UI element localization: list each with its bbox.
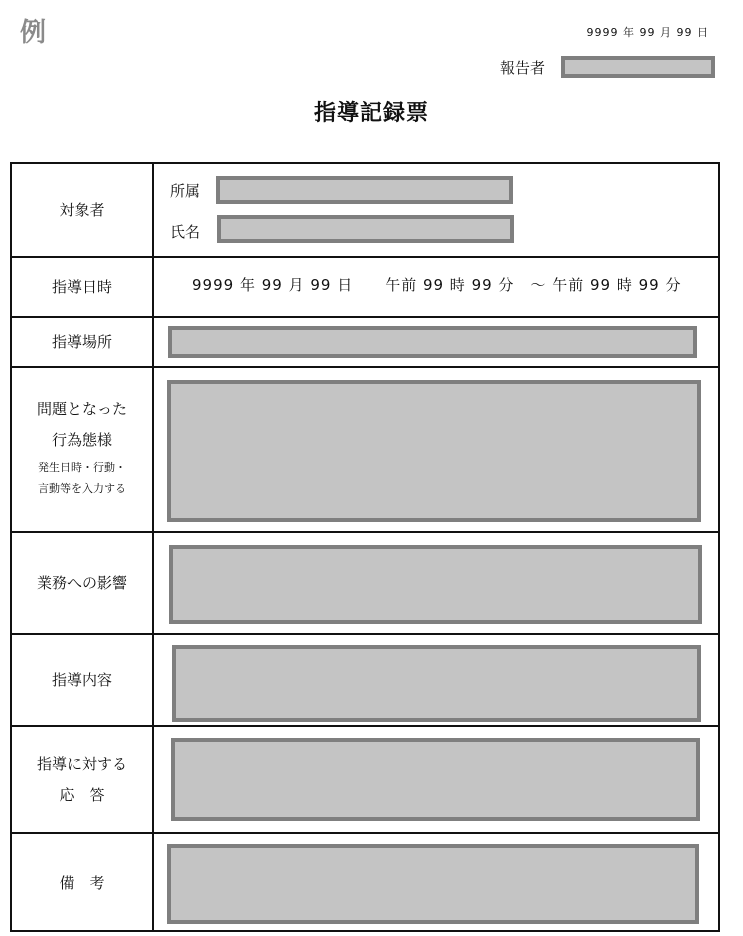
- remarks-label: [12, 834, 152, 932]
- problem-behavior-label-line2: 行為態様: [51, 430, 112, 449]
- problem-behavior-label-line1: 問題となった: [36, 400, 127, 419]
- problem-behavior-input[interactable]: [167, 380, 701, 522]
- guidance-content-label-text: 指導内容: [51, 670, 112, 689]
- business-impact-label-text: 業務への影響: [36, 573, 127, 592]
- report-date: 9999 年 99 月 99 日: [586, 26, 709, 39]
- remarks-input[interactable]: [167, 844, 699, 924]
- business-impact-input[interactable]: [169, 545, 702, 624]
- page-title: 指導記録票: [313, 101, 429, 126]
- affiliation-label: 所属: [170, 182, 201, 200]
- reporter-input[interactable]: [561, 56, 715, 78]
- problem-behavior-note-line1: 発生日時・行動・: [38, 460, 126, 474]
- guidance-datetime-label: [12, 258, 152, 316]
- guidance-place-label-text: 指導場所: [51, 332, 112, 351]
- guidance-content-label: [12, 635, 152, 725]
- guidance-datetime-value: 9999 年 99 月 99 日 午前 99 時 99 分 ～ 午前 99 時 99 分: [192, 276, 682, 294]
- name-input[interactable]: [217, 215, 514, 243]
- guidance-place-label: [12, 318, 152, 366]
- problem-behavior-note-line2: 言動等を入力する: [38, 481, 126, 495]
- column-divider: [152, 164, 154, 930]
- guidance-record-form: [10, 162, 720, 932]
- problem-behavior-note: [38, 458, 126, 500]
- target-person-label: [12, 164, 152, 256]
- guidance-response-label-line1: 指導に対する: [36, 755, 127, 774]
- name-label: 氏名: [170, 223, 201, 241]
- guidance-response-label-line2: 応 答: [59, 785, 105, 804]
- business-impact-label: [12, 533, 152, 633]
- guidance-content-input[interactable]: [172, 645, 701, 722]
- guidance-place-input[interactable]: [168, 326, 697, 358]
- remarks-label-text: 備 考: [59, 873, 105, 892]
- reporter-label: 報告者: [500, 59, 546, 77]
- guidance-response-input[interactable]: [171, 738, 700, 821]
- guidance-datetime-label-text: 指導日時: [51, 277, 112, 296]
- problem-behavior-label: [12, 368, 152, 531]
- guidance-response-label: [12, 727, 152, 832]
- affiliation-input[interactable]: [216, 176, 513, 204]
- target-person-label-text: 対象者: [59, 200, 105, 219]
- example-mark: 例: [20, 18, 47, 48]
